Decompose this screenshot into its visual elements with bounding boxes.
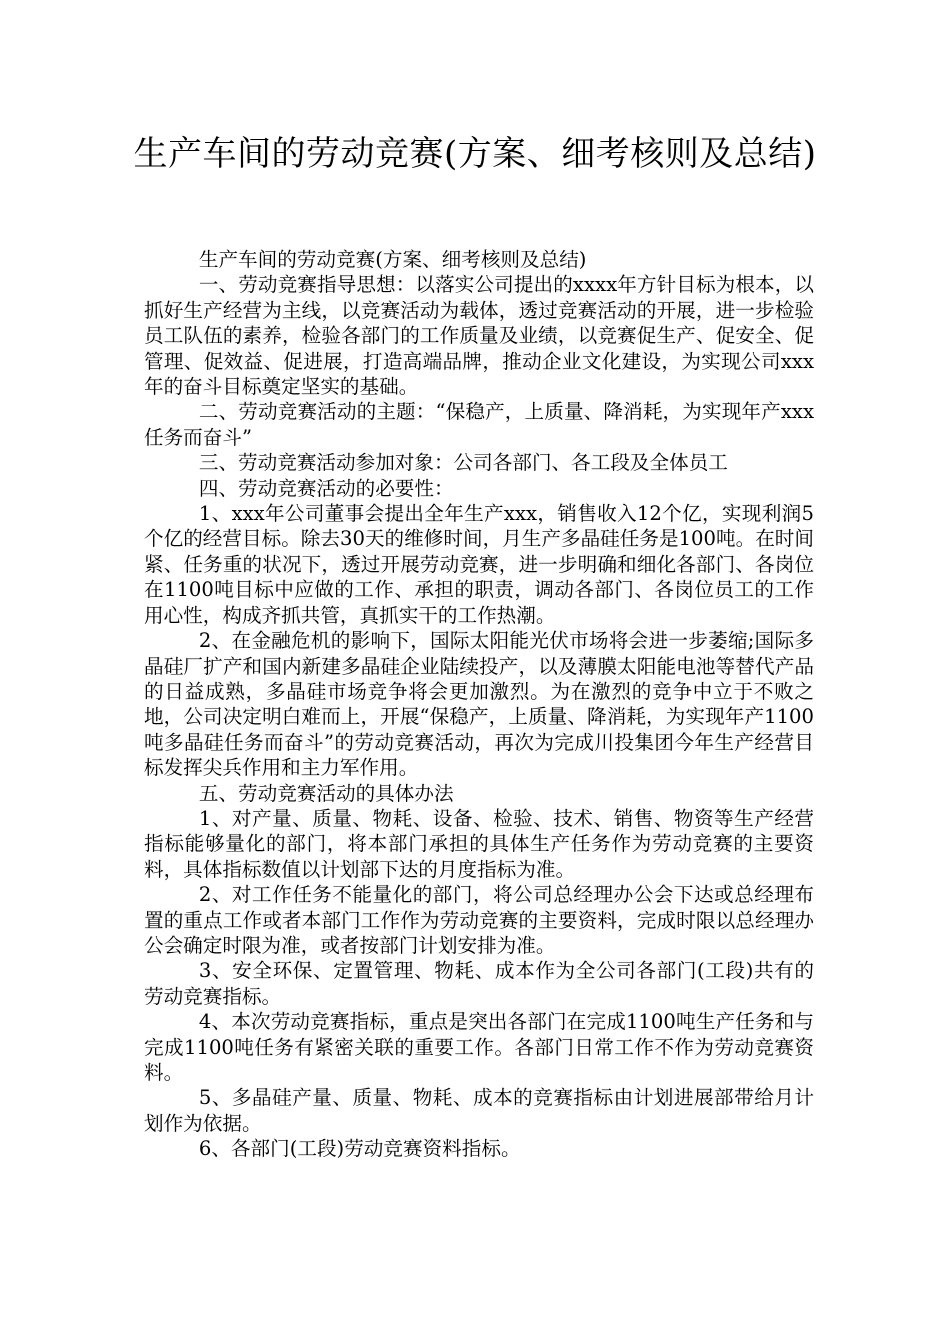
paragraph-methods-heading: 五、劳动竞赛活动的具体办法 bbox=[198, 781, 454, 805]
paragraph-theme: 二、劳动竞赛活动的主题：“保稳产，上质量、降消耗，为实现年产xxx任务而奋斗” bbox=[144, 400, 814, 449]
paragraph-subtitle: 生产车间的劳动竞赛(方案、细考核则及总结) bbox=[198, 248, 587, 271]
paragraph-method-1: 1、对产量、质量、物耗、设备、检验、技术、销售、物资等生产经营指标能够量化的部门，将本部门承担的具体生产任务作为劳动竞赛的主要资料，具体指标数值以计划部下达的月度指标为准。 bbox=[144, 806, 814, 881]
paragraph-method-6: 6、各部门(工段)劳动竞赛资料指标。 bbox=[198, 1137, 521, 1161]
paragraph-necessity-heading: 四、劳动竞赛活动的必要性： bbox=[198, 476, 454, 500]
paragraph-method-2: 2、对工作任务不能量化的部门，将公司总经理办公会下达或总经理布置的重点工作或者本部门工作作为劳动竞赛的主要资料，完成时限以总经理办公会确定时限为准，或者按部门计划安排为准。 bbox=[144, 883, 814, 957]
paragraph-participants: 三、劳动竞赛活动参加对象：公司各部门、各工段及全体员工 bbox=[198, 451, 728, 475]
document-body bbox=[144, 247, 814, 1162]
paragraph-guiding-ideology: 一、劳动竞赛指导思想：以落实公司提出的xxxx年方针目标为根本，以抓好生产经营为主线，以竞赛活动为载体，透过竞赛活动的开展，进一步检验员工队伍的素养，检验各部门的工作质量及业绩，以竞赛促生产、促安全、促管理、促效益、促进展，打造高端品牌，推动企业文化建设，为实现公司xxx年的奋斗目标奠定坚实的基础。 bbox=[144, 273, 814, 399]
paragraph-method-5: 5、多晶硅产量、质量、物耗、成本的竞赛指标由计划进展部带给月计划作为依据。 bbox=[144, 1086, 814, 1135]
paragraph-method-4: 4、本次劳动竞赛指标，重点是突出各部门在完成1100吨生产任务和与完成1100吨任务有紧密关联的重要工作。各部门日常工作不作为劳动竞赛资料。 bbox=[144, 1010, 814, 1084]
paragraph-method-3: 3、安全环保、定置管理、物耗、成本作为全公司各部门(工段)共有的劳动竞赛指标。 bbox=[144, 959, 814, 1008]
document-title: 生产车间的劳动竞赛(方案、细考核则及总结) bbox=[133, 134, 817, 174]
paragraph-necessity-1: 1、xxx年公司董事会提出全年生产xxx，销售收入12个亿，实现利润5个亿的经营目标。除去30天的维修时间，月生产多晶硅任务是100吨。在时间紧、任务重的状况下，透过开展劳动竞赛，进一步明确和细化各部门、各岗位在1100吨目标中应做的工作、承担的职责，调动各部门、各岗位员工的工作用心性，构成齐抓共管，真抓实干的工作热潮。 bbox=[144, 502, 814, 627]
paragraph-necessity-2: 2、在金融危机的影响下，国际太阳能光伏市场将会进一步萎缩;国际多晶硅厂扩产和国内新建多晶硅企业陆续投产，以及薄膜太阳能电池等替代产品的日益成熟，多晶硅市场竞争将会更加激烈。为在激烈的竞争中立于不败之地，公司决定明白难而上，开展“保稳产，上质量、降消耗，为实现年产1100吨多晶硅任务而奋斗”的劳动竞赛活动，再次为完成川投集团今年生产经营目标发挥尖兵作用和主力军作用。 bbox=[144, 629, 814, 780]
